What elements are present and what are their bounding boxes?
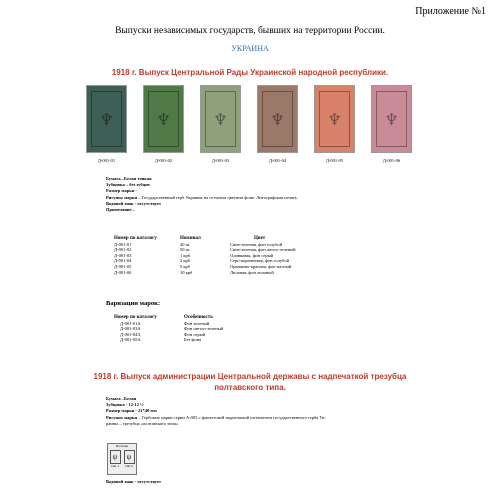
trident-emblem-icon: ♆ — [384, 109, 399, 129]
table-cell: Сине-зеленая, фон желто-зеленый — [230, 247, 296, 253]
table-cell: Д-001-03А — [120, 326, 141, 332]
column-header: Цвет — [254, 236, 266, 241]
type-2-label: тип 2 — [125, 464, 133, 468]
table-cell: 5 крб — [180, 263, 191, 269]
trident-emblem-icon: ♆ — [213, 109, 228, 129]
table-cell: Д-001-01А — [120, 320, 141, 326]
stamp-images-row — [86, 85, 416, 157]
table-cell: Фон зеленый — [184, 320, 210, 326]
stamp-image-4 — [257, 85, 298, 153]
paper-text: Бумага –Белая тонкая — [106, 176, 152, 181]
appendix-label: Приложение №1 — [415, 6, 486, 17]
type-1-label: тип 1 — [111, 464, 119, 468]
table-cell: Серо-коричневая, фон голубой — [230, 258, 289, 264]
stamp-code: Д-001-05 — [325, 158, 344, 163]
table-cell: 50 ш. — [180, 247, 191, 253]
design-label: Рисунок марки — [106, 194, 138, 200]
table-cell: Сине-зеленая, фон голубой — [230, 241, 283, 247]
table-cell: Фон светло-зеленый — [184, 326, 224, 332]
table-cell: Без фона — [184, 337, 202, 343]
watermark-text: Водяной знак - отсутствует — [106, 200, 162, 206]
table-cell: Д-001-06 — [114, 269, 132, 275]
table-cell: Д-001-05 — [114, 263, 132, 269]
table-cell: Д-001-03 — [114, 252, 132, 258]
column-header: Номинал — [180, 236, 201, 241]
stamp-codes-row — [86, 158, 416, 166]
table-cell: 40 ш. — [180, 241, 191, 247]
table-cell: Оранжево-красная, фон желтый — [230, 263, 292, 269]
note-text: Примечание – — [106, 207, 135, 213]
table-cell: Д-001-01 — [114, 241, 132, 247]
table-row — [110, 337, 227, 343]
page-title: Выпуски независимых государств, бывших на территории России. — [115, 26, 385, 36]
catalog-table — [110, 236, 300, 275]
table-cell: Д-001-04 — [114, 258, 132, 264]
trident-emblem-icon: ♆ — [270, 109, 285, 129]
stamp-image-6 — [371, 85, 412, 153]
stamp-code: Д-001-06 — [382, 158, 401, 163]
trident-emblem-icon: ♆ — [156, 109, 171, 129]
trident-type-1-icon: ψ — [110, 450, 121, 464]
stamp-image-2 — [143, 85, 184, 153]
design-text-continued: раины – трезубца «полтавского типа» — [106, 420, 179, 426]
trident-type-2-icon: ψ — [124, 450, 135, 464]
table-cell: Оливковая, фон серый — [230, 252, 274, 258]
section-2-watermark — [106, 479, 161, 485]
watermark-text: Водяной знак - отсутствует — [106, 479, 162, 484]
overprint-image — [107, 443, 137, 475]
section-2-properties — [106, 396, 326, 427]
section-1-properties — [106, 176, 298, 213]
paper-text: Бумага –Белая — [106, 396, 137, 401]
trident-emblem-icon: ♆ — [99, 109, 114, 129]
overprint-label: Полтава — [115, 444, 129, 448]
table-cell: 1 крб. — [180, 252, 192, 258]
section-2-title — [20, 371, 480, 393]
stamp-image-3 — [200, 85, 241, 153]
table-cell: Лиловая, фон лиловый — [230, 269, 274, 275]
table-cell: Фон серый — [184, 331, 206, 337]
size-text: Размер марки - — [106, 188, 138, 194]
column-header: Номер по каталогу — [114, 315, 157, 320]
stamp-code: Д-001-03 — [211, 158, 230, 163]
stamp-code: Д-001-01 — [97, 158, 116, 163]
stamp-image-5 — [314, 85, 355, 153]
stamp-code: Д-001-04 — [268, 158, 287, 163]
trident-emblem-icon: ♆ — [327, 109, 342, 129]
variants-title: Варизации марок: — [106, 300, 161, 307]
size-text: Размер марки - 21*40 мм — [106, 408, 157, 414]
variants-table — [110, 315, 227, 343]
section-1-title: 1918 г. Выпуск Центральной Рады Украинской народной республики. — [111, 68, 389, 77]
stamp-code: Д-001-02 — [154, 158, 173, 163]
design-text: – Гербовые марки серии А-005 с фиолетовой надпечаткой штемпелем государственного герба Ук- — [137, 414, 326, 420]
perforation-text: Зубцовка – без зубцов — [106, 182, 150, 188]
table-cell: 10 крб — [180, 269, 193, 275]
design-label: Рисунок марки — [106, 414, 138, 420]
stamp-image-1 — [86, 85, 127, 153]
section-2-title-line-2: полтавского типа. — [214, 383, 286, 392]
table-cell: Д-001-04А — [120, 331, 141, 337]
table-row — [110, 270, 300, 276]
column-header: Особенность — [184, 315, 213, 320]
column-header: Номер по каталогу — [114, 236, 157, 241]
design-text: – Государственный герб Украины на сетчатом цветном фоне. Литографская печать. — [137, 194, 298, 200]
section-2-title-line-1: 1918 г. Выпуск администрации Центральной державы с надпечаткой трезубца — [93, 372, 407, 381]
table-cell: Д-001-05А — [120, 337, 141, 343]
table-cell: 2 крб — [180, 258, 191, 264]
table-cell: Д-001-02 — [114, 247, 132, 253]
perforation-text: Зубцовка - 12-12 ½ — [106, 402, 144, 408]
country-heading: УКРАИНА — [231, 44, 269, 53]
